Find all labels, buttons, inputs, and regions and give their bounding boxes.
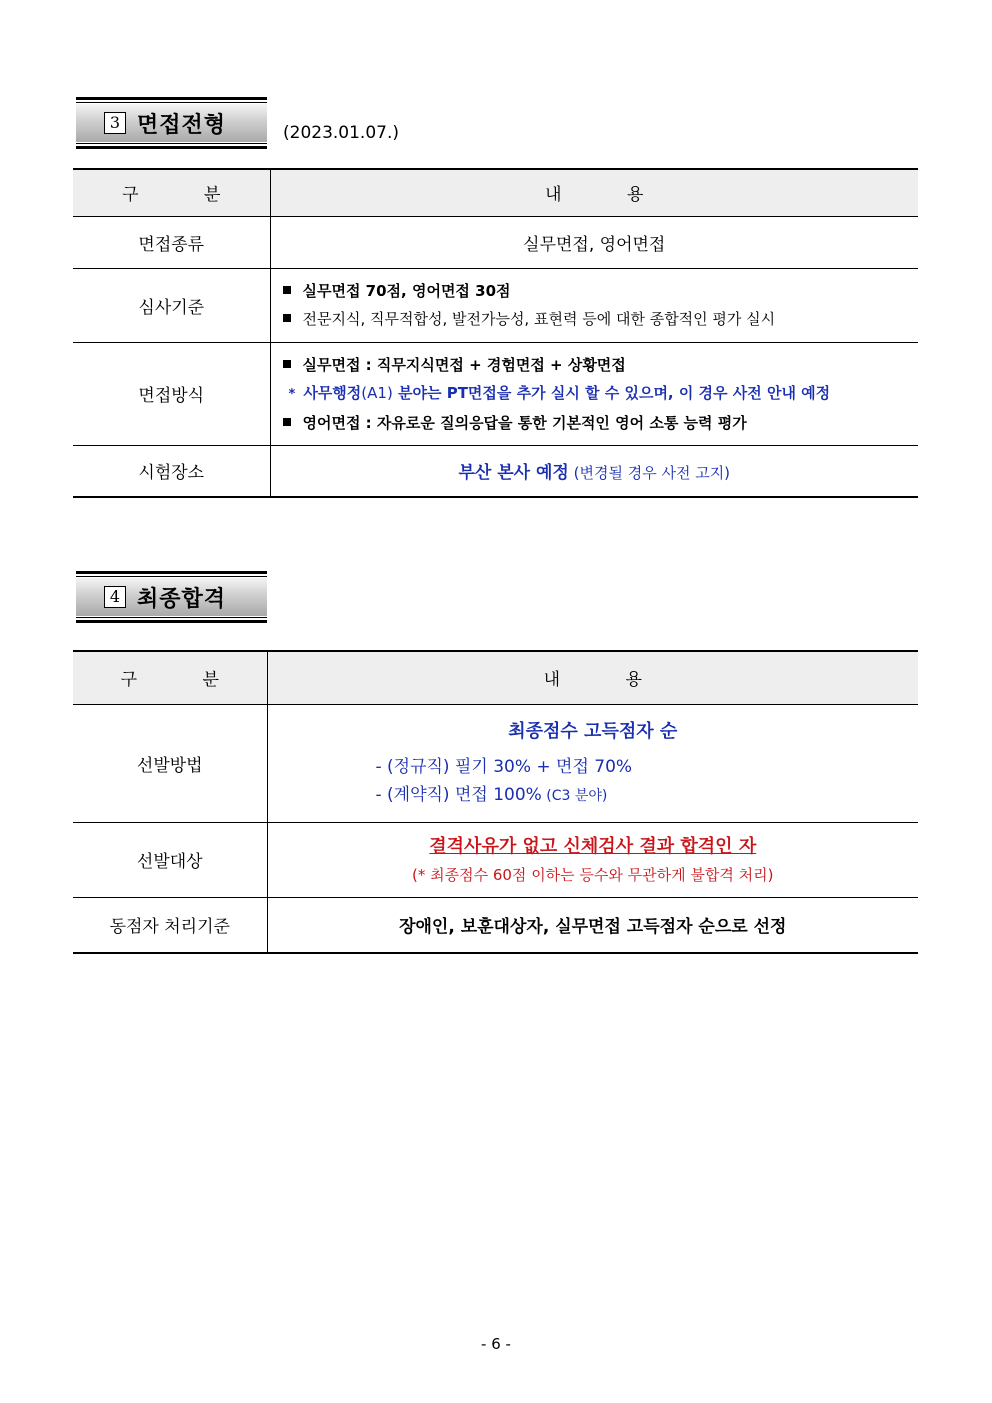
section3-title: 면접전형 xyxy=(137,112,227,138)
section4-heading xyxy=(76,571,267,623)
section3-heading xyxy=(76,97,267,149)
selection-headline: 최종점수 고득점자 순 xyxy=(508,720,678,742)
header-col1: 구 분 xyxy=(120,670,249,691)
list-item: 실무면접 70점, 영어면접 30점 xyxy=(283,277,919,305)
interview-type-value: 실무면접, 영어면접 xyxy=(270,216,918,268)
section4-number: 4 xyxy=(104,586,126,608)
section3-number: 3 xyxy=(104,112,126,134)
target-note: (* 최종점수 60점 이하는 등수와 무관하게 불합격 처리) xyxy=(412,865,774,884)
table-row xyxy=(73,822,918,897)
table-row xyxy=(73,897,918,953)
list-item: 전문지식, 직무적합성, 발전가능성, 표현력 등에 대한 종합적인 평가 실시 xyxy=(283,305,919,333)
section3-date: (2023.01.07.) xyxy=(283,123,400,143)
table-row xyxy=(73,268,918,342)
table-header-row xyxy=(73,169,918,216)
row-label: 면접방식 xyxy=(73,342,270,445)
square-bullet-icon xyxy=(283,286,291,294)
list-item: 영어면접 : 자유로운 질의응답을 통한 기본적인 영어 소통 능력 평가 xyxy=(283,409,919,437)
row-label: 면접종류 xyxy=(73,216,270,268)
row-label: 선발방법 xyxy=(73,704,267,822)
header-col2: 내 용 xyxy=(543,670,672,691)
place-value: 부산 본사 예정 (변경될 경우 사전 고지) xyxy=(270,445,918,497)
table-row xyxy=(73,445,918,497)
section4-title: 최종합격 xyxy=(137,586,227,612)
method-note: * 사무행정(A1) 분야는 PT면접을 추가 실시 할 수 있으며, 이 경우 사전 안내 예정 xyxy=(288,383,831,402)
list-item: - (정규직) 필기 30% + 면접 70% xyxy=(375,756,633,777)
header-col1: 구 분 xyxy=(122,185,251,206)
row-label: 시험장소 xyxy=(73,445,270,497)
row-label: 선발대상 xyxy=(73,822,267,897)
tie-rule-value: 장애인, 보훈대상자, 실무면접 고득점자 순으로 선정 xyxy=(267,897,918,953)
interview-table xyxy=(73,168,918,498)
square-bullet-icon xyxy=(283,360,291,368)
square-bullet-icon xyxy=(283,314,291,322)
table-row xyxy=(73,704,918,822)
table-row xyxy=(73,342,918,445)
header-col2: 내 용 xyxy=(545,185,674,206)
target-headline: 결격사유가 없고 신체검사 결과 합격인 자 xyxy=(429,835,757,857)
final-pass-table xyxy=(73,650,918,954)
list-item: 실무면접 : 직무지식면접 + 경험면접 + 상황면접 xyxy=(283,351,919,379)
row-label: 심사기준 xyxy=(73,268,270,342)
square-bullet-icon xyxy=(283,418,291,426)
list-item: - (계약직) 면접 100% (C3 분야) xyxy=(375,784,608,805)
table-header-row xyxy=(73,651,918,704)
page-number: - 6 - xyxy=(481,1335,511,1353)
row-label: 동점자 처리기준 xyxy=(73,897,267,953)
table-row xyxy=(73,216,918,268)
